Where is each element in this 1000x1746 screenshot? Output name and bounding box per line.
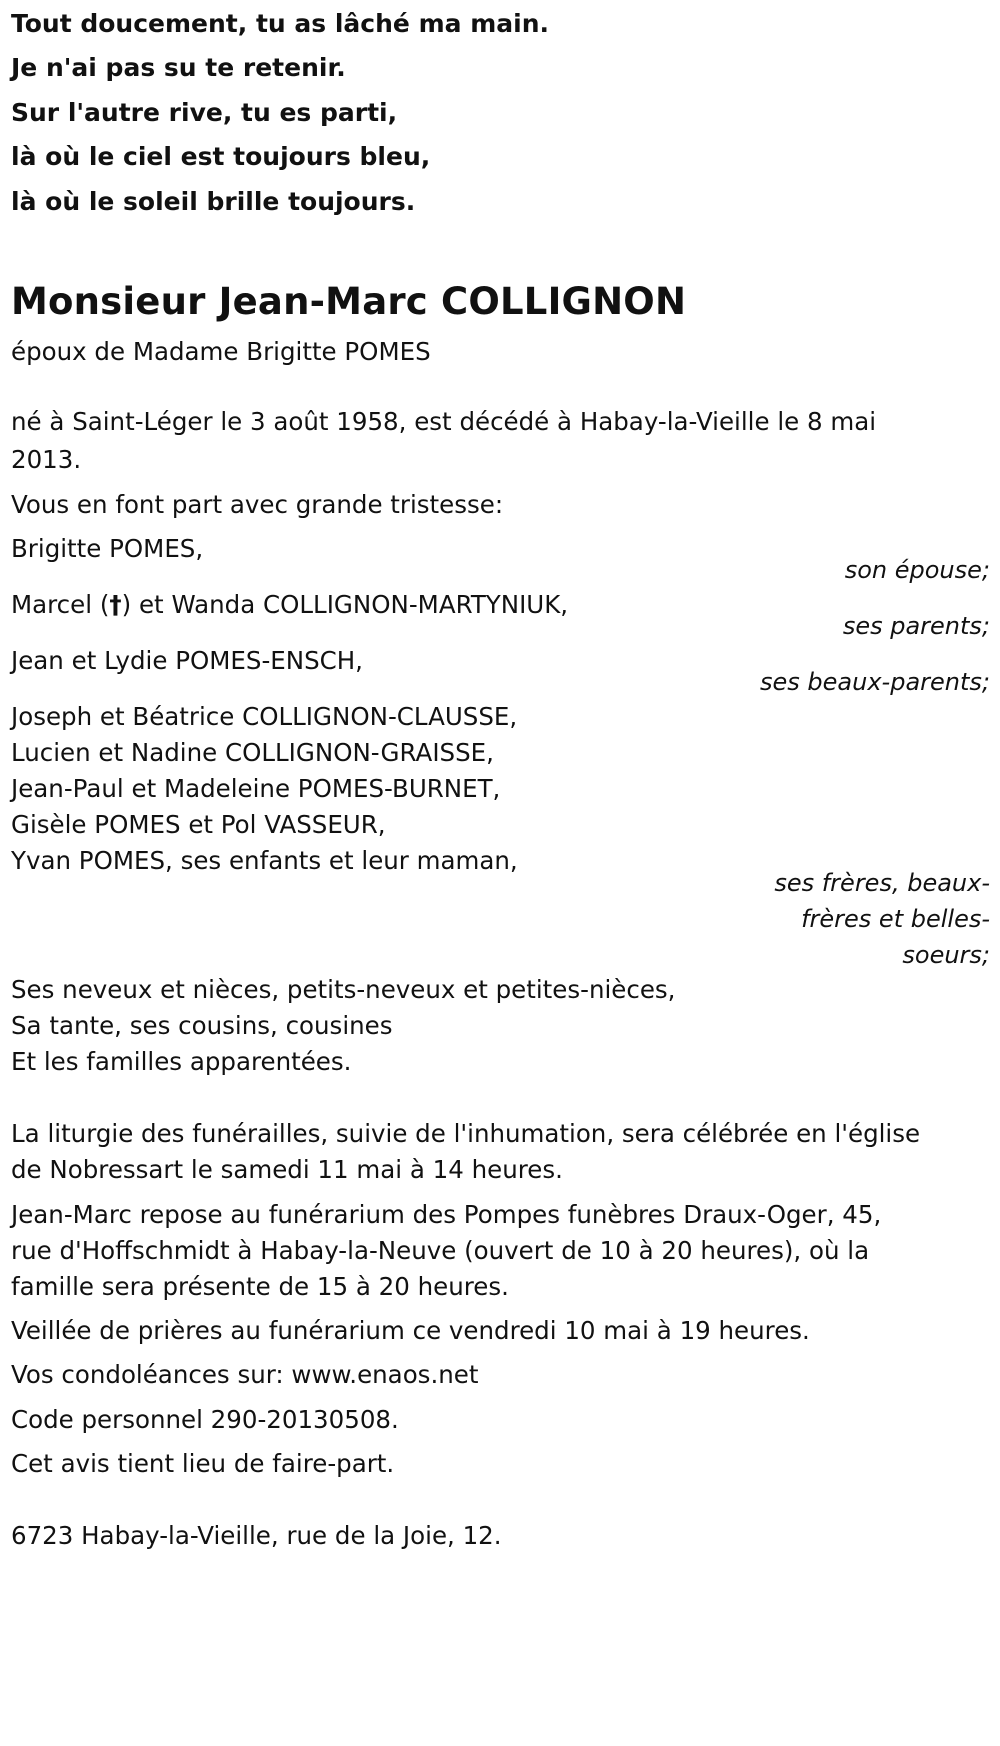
cross-icon: † — [109, 590, 122, 619]
family-role: ses beaux-parents; — [760, 668, 990, 696]
deceased-name: Monsieur Jean-Marc COLLIGNON — [11, 280, 687, 323]
family-name: Brigitte POMES, — [11, 534, 204, 563]
notice-line: Cet avis tient lieu de faire-part. — [11, 1449, 395, 1478]
poem-line: là où le ciel est toujours bleu, — [11, 142, 431, 171]
family-name-part: ) et Wanda COLLIGNON-MARTYNIUK, — [121, 590, 569, 619]
others-line: Ses neveux et nièces, petits-neveux et petites-nièces, — [11, 975, 676, 1004]
family-name: Lucien et Nadine COLLIGNON-GRAISSE, — [11, 738, 494, 767]
liturgy-line: de Nobressart le samedi 11 mai à 14 heures. — [11, 1155, 563, 1184]
family-role: son épouse; — [844, 556, 990, 584]
vigil-line: Veillée de prières au funérarium ce vendredi 10 mai à 19 heures. — [11, 1316, 810, 1345]
family-role: soeurs; — [902, 941, 990, 969]
birth-line: né à Saint-Léger le 3 août 1958, est décédé à Habay-la-Vieille le 8 mai — [11, 407, 877, 436]
announcement-intro: Vous en font part avec grande tristesse: — [11, 490, 504, 519]
poem-line: là où le soleil brille toujours. — [11, 187, 416, 216]
rest-line: rue d'Hoffschmidt à Habay-la-Neuve (ouvert de 10 à 20 heures), où la — [11, 1236, 870, 1265]
family-role: ses parents; — [842, 612, 990, 640]
spouse-line: époux de Madame Brigitte POMES — [11, 337, 431, 366]
condolences-line: Vos condoléances sur: www.enaos.net — [11, 1360, 479, 1389]
personal-code: Code personnel 290-20130508. — [11, 1405, 399, 1434]
family-name: Yvan POMES, ses enfants et leur maman, — [11, 846, 518, 875]
rest-line: Jean-Marc repose au funérarium des Pompes funèbres Draux-Oger, 45, — [11, 1200, 882, 1229]
poem-line: Tout doucement, tu as lâché ma main. — [11, 9, 549, 38]
family-name-part: Marcel ( — [11, 590, 110, 619]
birth-line: 2013. — [11, 445, 82, 474]
rest-line: famille sera présente de 15 à 20 heures. — [11, 1272, 509, 1301]
family-name: Joseph et Béatrice COLLIGNON-CLAUSSE, — [11, 702, 518, 731]
family-name: Jean-Paul et Madeleine POMES-BURNET, — [11, 774, 501, 803]
liturgy-line: La liturgie des funérailles, suivie de l'inhumation, sera célébrée en l'église — [11, 1119, 921, 1148]
others-line: Et les familles apparentées. — [11, 1047, 352, 1076]
family-name: Jean et Lydie POMES-ENSCH, — [11, 646, 363, 675]
address-line: 6723 Habay-la-Vieille, rue de la Joie, 12. — [11, 1521, 502, 1550]
family-role: frères et belles- — [801, 905, 990, 933]
poem-line: Je n'ai pas su te retenir. — [11, 53, 346, 82]
others-line: Sa tante, ses cousins, cousines — [11, 1011, 393, 1040]
family-role: ses frères, beaux- — [774, 869, 990, 897]
family-name: Gisèle POMES et Pol VASSEUR, — [11, 810, 386, 839]
family-name — [11, 589, 568, 621]
poem-line: Sur l'autre rive, tu es parti, — [11, 98, 398, 127]
